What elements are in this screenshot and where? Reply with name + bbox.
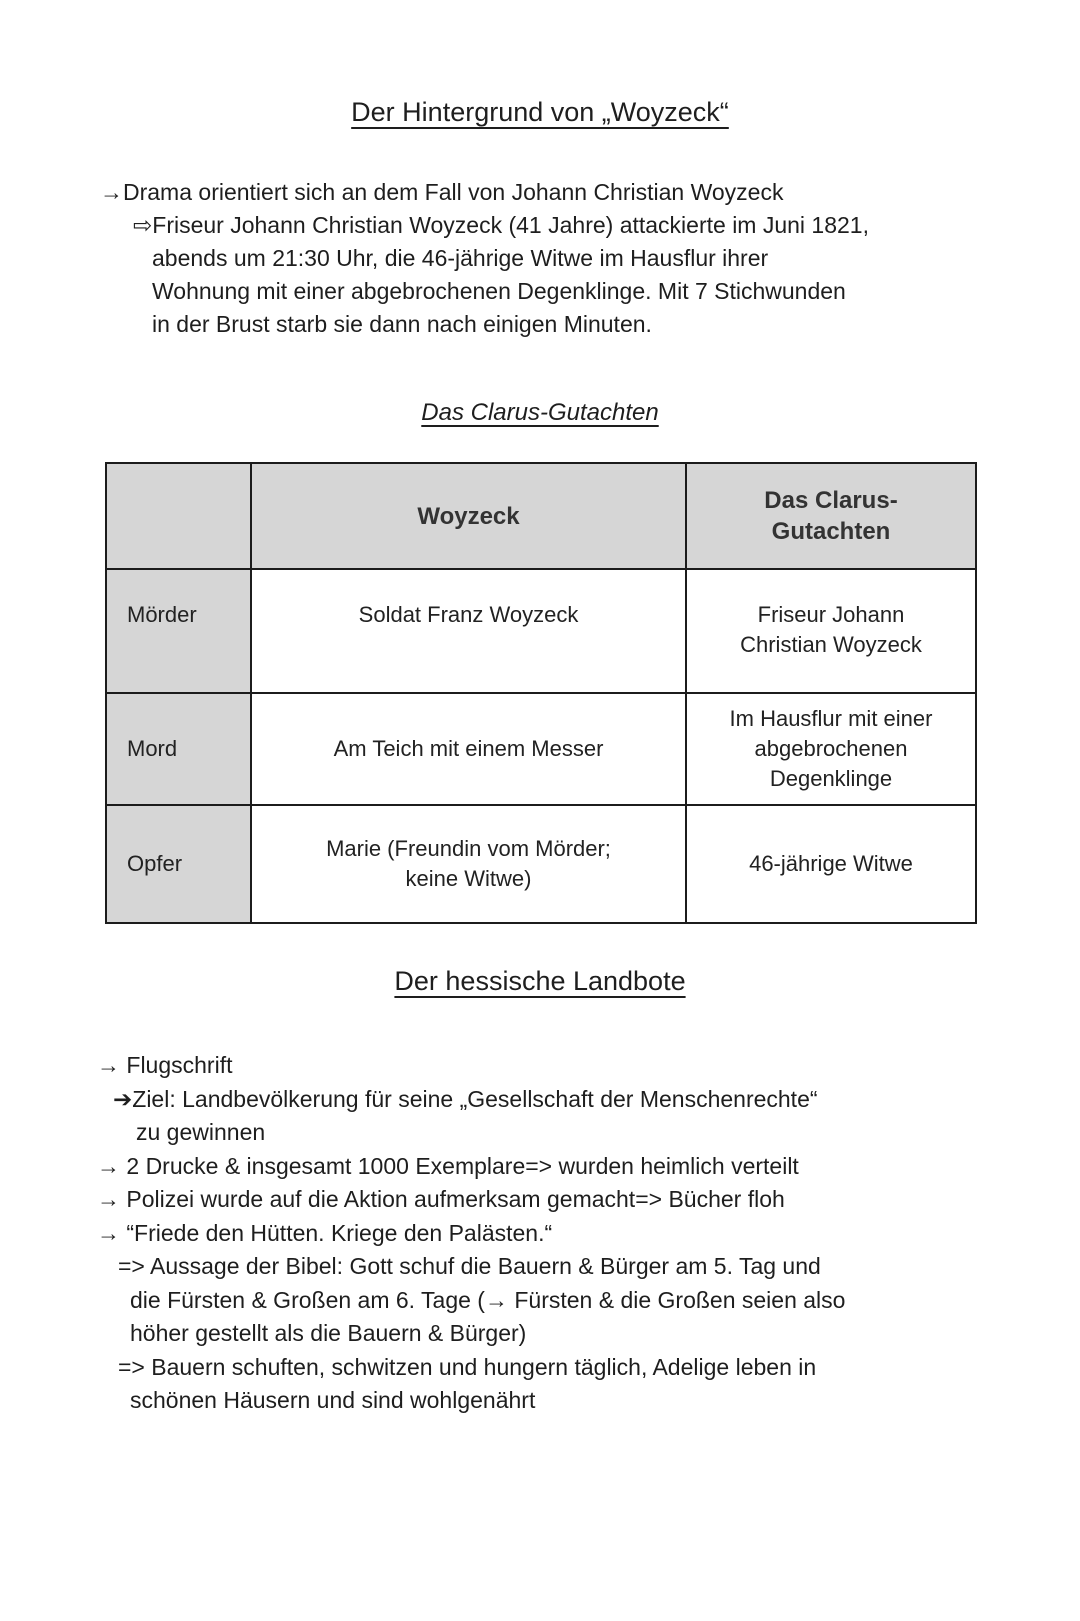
table-col-woyzeck: Woyzeck xyxy=(251,463,686,569)
cell-line: abgebrochenen xyxy=(754,736,908,761)
landbote-line: → Flugschrift xyxy=(97,1052,233,1078)
intro-section xyxy=(100,176,1080,341)
row-label-moerder: Mörder xyxy=(106,569,251,693)
intro-line: Wohnung mit einer abgebrochenen Degenklinge. Mit 7 Stichwunden xyxy=(152,278,846,304)
landbote-line: schönen Häusern und sind wohlgenährt xyxy=(130,1387,536,1413)
landbote-heading: Der hessische Landbote xyxy=(394,966,686,996)
cell-clarus xyxy=(686,805,976,923)
cell-line: Marie (Freundin vom Mörder; xyxy=(326,836,611,861)
page-title: Der Hintergrund von „Woyzeck“ xyxy=(351,97,729,127)
intro-line: in der Brust starb sie dann nach einigen Minuten. xyxy=(152,311,652,337)
landbote-section xyxy=(97,1049,1080,1418)
row-label-mord: Mord xyxy=(106,693,251,805)
row-label-opfer: Opfer xyxy=(106,805,251,923)
landbote-line: => Aussage der Bibel: Gott schuf die Bauern & Bürger am 5. Tag und xyxy=(118,1253,821,1279)
table-col-clarus xyxy=(686,463,976,569)
table-row xyxy=(106,693,976,805)
cell-line: Friseur Johann xyxy=(757,602,905,627)
cell-line: Degenklinge xyxy=(769,766,893,791)
cell-line: 46-jährige Witwe xyxy=(749,851,913,876)
table-col-clarus-line: Das Clarus- xyxy=(764,487,898,514)
intro-line: abends um 21:30 Uhr, die 46-jährige Witwe im Hausflur ihrer xyxy=(152,245,769,271)
cell-woyzeck xyxy=(251,693,686,805)
cell-clarus xyxy=(686,693,976,805)
cell-line: Soldat Franz Woyzeck xyxy=(358,602,579,627)
document-page xyxy=(0,94,1080,1621)
clarus-heading: Das Clarus-Gutachten xyxy=(421,399,659,426)
table-col-clarus-line: Gutachten xyxy=(771,518,891,545)
landbote-line: → 2 Drucke & insgesamt 1000 Exemplare=> wurden heimlich verteilt xyxy=(97,1152,799,1179)
cell-clarus xyxy=(686,569,976,693)
landbote-line: ➔Ziel: Landbevölkerung für seine „Gesellschaft der Menschenrechte“ xyxy=(113,1085,818,1112)
cell-woyzeck xyxy=(251,569,686,693)
landbote-line: => Bauern schuften, schwitzen und hungern täglich, Adelige leben in xyxy=(118,1353,817,1380)
intro-line: ⇨Friseur Johann Christian Woyzeck (41 Jahre) attackierte im Juni 1821, xyxy=(133,212,869,238)
intro-line: →Drama orientiert sich an dem Fall von Johann Christian Woyzeck xyxy=(100,179,784,205)
cell-line: Am Teich mit einem Messer xyxy=(333,736,604,761)
cell-line: Im Hausflur mit einer xyxy=(729,706,933,731)
cell-woyzeck xyxy=(251,805,686,923)
table-header-row xyxy=(106,463,976,569)
table-row xyxy=(106,569,976,693)
cell-line: Christian Woyzeck xyxy=(740,632,922,657)
landbote-line: zu gewinnen xyxy=(136,1119,266,1145)
table-row xyxy=(106,805,976,923)
clarus-comparison-table xyxy=(105,462,977,924)
landbote-line: → “Friede den Hütten. Kriege den Palästen.“ xyxy=(97,1219,553,1246)
landbote-line: höher gestellt als die Bauern & Bürger) xyxy=(130,1320,527,1346)
landbote-line: → Polizei wurde auf die Aktion aufmerksam gemacht=> Bücher floh xyxy=(97,1186,785,1212)
landbote-line: die Fürsten & Großen am 6. Tage (→ Fürsten & die Großen seien also xyxy=(130,1286,846,1313)
cell-line: keine Witwe) xyxy=(405,866,532,891)
table-corner-cell xyxy=(106,463,251,569)
